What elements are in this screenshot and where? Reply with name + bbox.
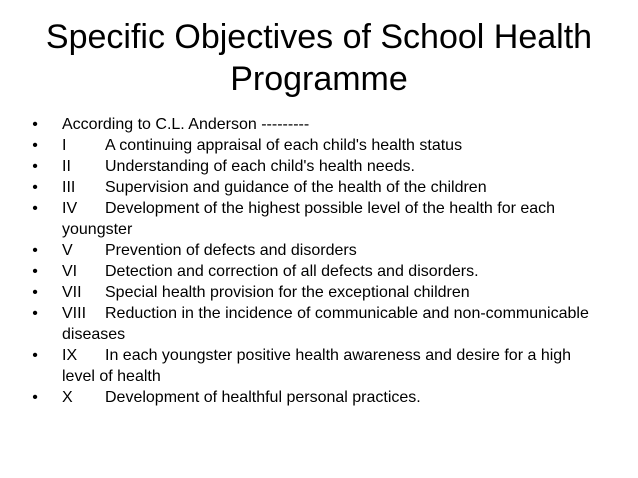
objective-number: VII xyxy=(62,284,82,301)
objective-text: Reduction in the incidence of communicable and non-communicable diseases xyxy=(62,305,589,343)
slide-title-line-1: Specific Objectives of School Health xyxy=(45,18,593,56)
objective-number: VI xyxy=(62,263,78,280)
list-item xyxy=(28,261,598,282)
bullet-icon: • xyxy=(32,158,38,175)
objective-text: Understanding of each child's health needs. xyxy=(105,158,415,175)
objective-text: Detection and correction of all defects and disorders. xyxy=(105,263,479,280)
bullet-icon: • xyxy=(32,242,38,259)
bullet-icon: • xyxy=(32,263,38,280)
bullet-icon: • xyxy=(32,137,38,154)
intro-text: According to C.L. Anderson --------- xyxy=(62,116,310,133)
bullet-icon: • xyxy=(32,116,38,133)
list-item xyxy=(28,387,598,408)
objective-number: V xyxy=(62,242,73,259)
slide-title xyxy=(28,16,610,100)
slide-title-line-2: Programme xyxy=(230,60,408,98)
objective-text: Supervision and guidance of the health of the children xyxy=(105,179,487,196)
bullet-icon: • xyxy=(32,284,38,301)
objective-number: II xyxy=(62,158,71,175)
objective-number: III xyxy=(62,179,76,196)
list-item xyxy=(28,345,598,387)
objective-number: IX xyxy=(62,347,78,364)
list-item xyxy=(28,303,598,345)
objective-number: I xyxy=(62,137,67,154)
objective-text: Development of the highest possible level of the health for each youngster xyxy=(62,200,556,238)
list-item xyxy=(28,135,598,156)
objective-number: IV xyxy=(62,200,78,217)
objective-text: Prevention of defects and disorders xyxy=(105,242,357,259)
bullet-icon: • xyxy=(32,347,38,364)
objective-number: VIII xyxy=(62,305,87,322)
list-item xyxy=(28,240,598,261)
objective-text: In each youngster positive health awareness and desire for a high level of health xyxy=(62,347,572,385)
bullet-icon: • xyxy=(32,389,38,406)
objective-number: X xyxy=(62,389,73,406)
objective-text: Special health provision for the exceptional children xyxy=(105,284,470,301)
list-item xyxy=(28,198,598,240)
list-item xyxy=(28,282,598,303)
bullet-icon: • xyxy=(32,179,38,196)
list-item xyxy=(28,156,598,177)
objective-text: A continuing appraisal of each child's health status xyxy=(105,137,463,154)
list-item-intro xyxy=(28,114,598,135)
bullet-icon: • xyxy=(32,200,38,217)
objective-text: Development of healthful personal practices. xyxy=(105,389,421,406)
list-item xyxy=(28,177,598,198)
objectives-list xyxy=(28,114,598,408)
bullet-icon: • xyxy=(32,305,38,322)
